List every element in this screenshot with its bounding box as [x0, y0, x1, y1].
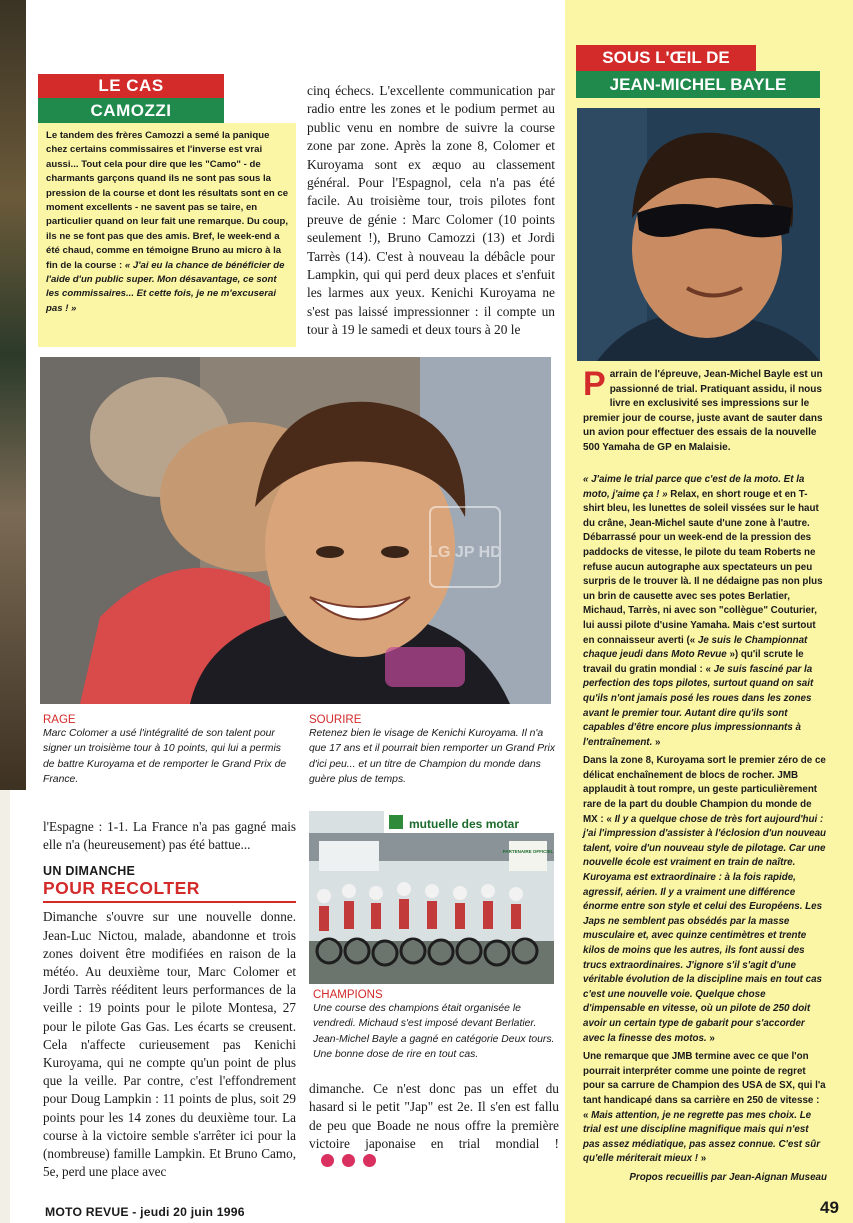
champions-banner-text: mutuelle des motar — [409, 817, 520, 831]
camozzi-title-line2: CAMOZZI — [38, 98, 224, 123]
champions-sign-text: PARTENAIRE OFFICIEL — [502, 849, 554, 854]
photo-watermark-text: LG JP HD — [428, 544, 502, 561]
photo-champions — [309, 811, 554, 984]
caption-rage — [43, 714, 293, 787]
caption-champions-text: Une course des champions était organisée le vendredi. Michaud s'est imposé devant Berlatier. Jean-Michel Bayle a gagné en catégorie Deux tours. Une bonne dose de rire en tout cas. — [313, 1003, 555, 1060]
footer-publication: MOTO REVUE - jeudi 20 juin 1996 — [45, 1205, 245, 1219]
sidebar-p3-quote: Mais attention, je ne regrette pas mes choix. Le trial est une discipline magnifique mais qui n'est pas assez médiatique, pas assez connue. C'est sûr qu'elle mériterait mieux ! — [583, 1109, 821, 1165]
sidebar-intro-text: arrain de l'épreuve, Jean-Michel Bayle est un passionné de trial. Pratiquant assidu, il nous livre en exclusivité ses impressions sur le premier jour de course, juste avant de sauter dans un avion pour effectuer des essais de la nouvelle 500 Yamaha de GP en Malaisie. — [583, 369, 823, 453]
page-number: 49 — [820, 1198, 839, 1217]
sidebar-p1-quote: « J'aime le trial parce que c'est de la moto. Et la moto, j'aime ça ! » — [583, 474, 805, 500]
article-left-body: Dimanche s'ouvre sur une nouvelle donne. Jean-Luc Nictou, malade, abandonne et trois zones doivent être modifiées en raison de la météo. Au deuxième tour, Marc Colomer et Jordi Tarrès rééditent leurs performances de la veille : 19 points pour le pilote Montesa, 27 pour le pilote Gas Gas. Les écarts se creusent. Cela n'affecte curieusement pas Kenichi Kuroyama, qui ne compte qu'un point de plus que la veille. Par contre, c'est l'effondrement pour Doug Lampkin : 11 points de plus, soit 29 points pour les 14 zones du deuxième tour. La course à la victoire semble s'arrêter ici pour la (nombreuse) famille Lampkin. Et Bruno Camo, 5e, perd une place avec — [43, 909, 296, 1180]
article-left-bottom — [43, 818, 296, 1181]
subhead-kicker: UN DIMANCHE — [43, 864, 136, 879]
sidebar-title-line1: SOUS L'ŒIL DE — [576, 45, 756, 71]
article-mid-top: cinq échecs. L'excellente communication par radio entre les zones et le podium permet au public venu en nombre de suivre la course zone par zone. Après la zone 8, Colomer et Kuroyama sont ex æquo au classement général. Pour l'Espagnol, cela n'a pas été facile. Au troisième tour, trois pilotes font preuve de génie : Marc Colomer (10 points seulement !), Bruno Camozzi (13) et Jordi Tarrès (14). C'est à nouveau la débâcle pour Lampkin, qui qui perd deux places et s'enfuit les larmes aux yeux. Kenichi Kuroyama ne s'est pas laissé impressionner : il compte un tour à 19 le samedi et deux tours à 20 le — [307, 83, 555, 338]
camozzi-title-line1: LE CAS — [38, 74, 224, 98]
sidebar-signature: Propos recueillis par Jean-Aignan Museau — [629, 1171, 827, 1183]
end-of-article-dots — [313, 1154, 376, 1172]
photo-jean-michel-bayle — [577, 108, 820, 361]
sidebar-p1-quote2: Je suis le Championnat chaque jeudi dans Moto Revue — [583, 634, 808, 661]
caption-champions-title: CHAMPIONS — [313, 989, 383, 1001]
sidebar-p3-text: Une remarque que JMB termine avec ce que l'on pourrait interpréter comme une pointe de regret pour sa carrure de Champion des USA de SX, qui l'a tant handicapé dans sa carrière en 250 de vitesse : « — [583, 1051, 826, 1121]
sidebar-dropcap: P — [583, 365, 606, 403]
sidebar-paragraph-2 — [583, 754, 827, 1046]
sidebar-intro — [583, 365, 823, 456]
photo-kuroyama-illustration — [40, 357, 551, 704]
sidebar-p2-quote: Il y a quelque chose de très fort aujourd'hui : j'ai l'impression d'assister à l'éclosion d'un nouveau talent, voire d'un nouveau style de pilotage. Car une nouvelle école est vraiment en train de naître. Kuroyama est extraordinaire : à la fois rapide, agressif, aérien. Il y a vraiment une différence énorme entre son style et celui des Européens. Les Japs ne semblent pas obsédés par la masse musculaire et, avec quinze centimètres et trente kilos de moins que les autres, ils font aussi des trucs extraordinaires. J'ignore s'il s'agit d'une véritable évolution de la discipline mais en tout cas c'est une nouvelle voie. Quelque chose d'impensable en vitesse, où un pilote de 250 doit avoir un certain type de gabarit pour s'accorder avec la finesse des motos. — [583, 813, 827, 1044]
sidebar-body — [583, 473, 827, 1186]
sidebar-p1-text: Relax, en short rouge et en T-shirt bleu, les lunettes de soleil vissées sur le haut du crâne, Jean-Michel saute d'une zone à l'autre. Débarrassé pour un week-end de la pression des paddocks de vitesse, le pilote du team Roberts ne refuse aucun autographe aux spectateurs un peu surpris de le trouver là. Il ne dédaigne pas non plus un brin de causette avec ses potes Berlatier, Michaud, Tarrès, ni avec son "collègue" Couturier, lui aussi pilote d'usine Yamaha. Mais c'est surtout en connaisseur averti (« — [583, 488, 823, 646]
sidebar-p1-text2: ») qu'il scrute le travail du gratin mondial : « — [583, 649, 804, 675]
sidebar-p1-quote3: Je suis fasciné par la perfection des tops pilotes, surtout quand on sait qu'ils n'ont jamais posé les roues dans les zones avant le premier tour. Autant dire qu'ils sont capables d'être encore plus impressionnants à l'entraînement. — [583, 663, 814, 748]
caption-sourire — [309, 714, 559, 787]
sidebar-paragraph-1 — [583, 473, 827, 750]
sidebar-p3-end: » — [698, 1153, 707, 1165]
camozzi-quote: « J'ai eu la chance de bénéficier de l'aide d'un public super. Mon désavantage, ce sont les commissaires... Et cette fois, je ne m'excuserai pas ! » — [46, 259, 285, 314]
sidebar-p2-text: Dans la zone 8, Kuroyama sort le premier zéro de ce délicat enchaînement de blocs de rocher. JMB applaudit à tout rompre, un geste particulièrement rare de la part du double Champion du monde de MX : « — [583, 755, 826, 825]
caption-rage-title: RAGE — [43, 714, 76, 726]
photo-jmb-illustration — [577, 108, 820, 361]
left-edge-photo-strip — [0, 0, 26, 790]
left-edge-margin — [0, 790, 10, 1223]
caption-sourire-title: SOURIRE — [309, 714, 362, 726]
caption-champions — [313, 989, 555, 1062]
caption-rage-text: Marc Colomer a usé l'intégralité de son talent pour signer un troisième tour à 10 points, qui lui a permis de battre Kuroyama et de remporter le Grand Prix de France. — [43, 728, 287, 785]
article-left-lead: l'Espagne : 1-1. La France n'a pas gagné mais elle n'a (heureusement) pas été battue... — [43, 819, 296, 853]
article-mid-bottom — [309, 1080, 559, 1173]
sidebar-paragraph-3 — [583, 1050, 827, 1167]
photo-champions-illustration — [309, 811, 554, 984]
subhead-title: POUR RECOLTER — [43, 878, 296, 903]
camozzi-body: Le tandem des frères Camozzi a semé la panique chez certains commissaires et l'inverse est vrai aussi... Tout cela pour dire que les "Camo" - de charmants garçons quand ils ne sont pas sous la pression de la course et dont les résultats sont en ce moment excellents - ne savent pas se taire, en particulier quand on leur fait une remarque. Du coup, ils ne se font pas que des amis. Bref, le week-end a été chaud, comme en témoigne Bruno au micro à la fin de la course : — [46, 130, 289, 271]
camozzi-box — [38, 123, 296, 347]
article-mid-bottom-text: dimanche. Ce n'est donc pas un effet du hasard si le petit "Jap" est 2e. Il s'en est fallu de peu que Boade ne nous offre la première victoire japonaise en trial mondial ! — [309, 1081, 559, 1152]
photo-kuroyama — [40, 357, 551, 704]
sidebar-p2-end: » — [706, 1032, 715, 1044]
caption-sourire-text: Retenez bien le visage de Kenichi Kuroyama. Il n'a que 17 ans et il pourrait bien remporter un Grand Prix d'ici peu... et un titre de Champion du monde dans guère plus de temps. — [309, 728, 556, 785]
sidebar-title-line2: JEAN-MICHEL BAYLE — [576, 71, 820, 98]
sidebar-p1-text3: » — [652, 736, 661, 748]
